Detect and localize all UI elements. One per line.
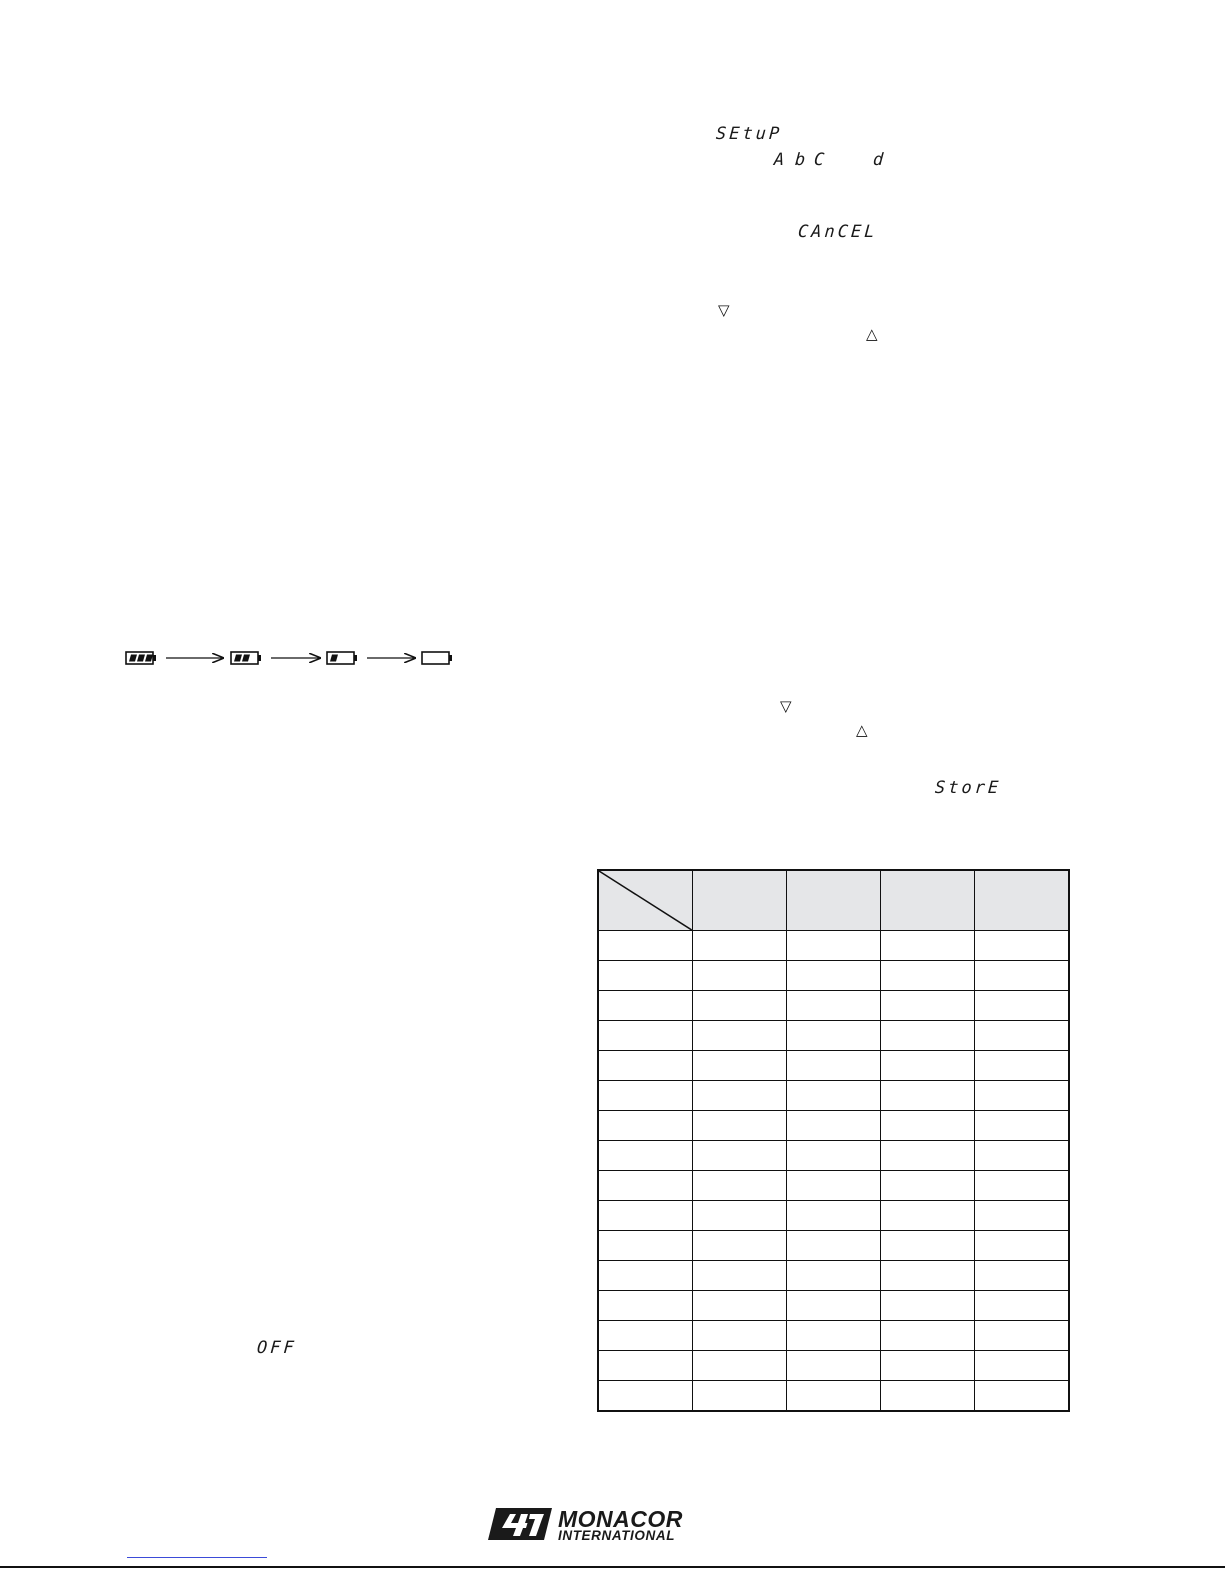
lcd-setup: SEtuP: [715, 124, 783, 144]
table-cell: [598, 1261, 692, 1291]
table-cell: [598, 1081, 692, 1111]
table-cell: [786, 1141, 880, 1171]
table-row: [598, 1171, 1069, 1201]
table-cell: [598, 1141, 692, 1171]
table-cell: [881, 1201, 975, 1231]
lcd-group-d: d: [872, 150, 887, 170]
table-cell: [598, 1171, 692, 1201]
monacor-logo: [486, 1506, 686, 1544]
logo-wordmark: MONACOR: [558, 1506, 683, 1532]
battery-bar-segment: [137, 655, 145, 662]
table-cell: [692, 1081, 786, 1111]
table-cell: [692, 1021, 786, 1051]
table-row: [598, 1021, 1069, 1051]
table-row: [598, 1291, 1069, 1321]
table-cell: [598, 1201, 692, 1231]
table-cell: [692, 1201, 786, 1231]
table-row: [598, 1321, 1069, 1351]
table-row: [598, 1051, 1069, 1081]
table-cell: [881, 1321, 975, 1351]
table-row: [598, 961, 1069, 991]
table-row: [598, 1201, 1069, 1231]
table-row: [598, 1381, 1069, 1412]
battery-level-sequence: [125, 646, 465, 670]
table-cell: [598, 1231, 692, 1261]
lcd-group-b: b: [794, 150, 809, 170]
table-cell: [692, 1171, 786, 1201]
table-header-row: [598, 870, 1069, 931]
table-cell: [598, 931, 692, 961]
table-cell: [692, 931, 786, 961]
diagonal-divider: [599, 871, 692, 930]
table-cell: [975, 1291, 1069, 1321]
table-cell: [598, 1291, 692, 1321]
lcd-group-c: C: [813, 150, 828, 170]
table-cell: [881, 991, 975, 1021]
table-cell: [598, 961, 692, 991]
table-cell: [881, 931, 975, 961]
table-cell: [975, 991, 1069, 1021]
lcd-store: StorE: [934, 778, 1002, 798]
table-row: [598, 1081, 1069, 1111]
battery-bar-segment: [145, 655, 153, 662]
table-cell: [881, 1141, 975, 1171]
logo-subtitle: INTERNATIONAL: [558, 1528, 676, 1543]
table-cell: [598, 1051, 692, 1081]
table-row: [598, 1231, 1069, 1261]
table-cell: [881, 1261, 975, 1291]
table-cell: [975, 1321, 1069, 1351]
table-cell: [975, 1171, 1069, 1201]
table-cell: [975, 1261, 1069, 1291]
up-triangle-icon: △: [866, 325, 878, 343]
table-row: [598, 1261, 1069, 1291]
table-cell: [692, 1351, 786, 1381]
table-cell: [786, 1351, 880, 1381]
table-cell: [692, 1231, 786, 1261]
table-cell: [786, 1231, 880, 1261]
table-cell: [975, 961, 1069, 991]
table-cell: [786, 1381, 880, 1412]
table-cell: [692, 1381, 786, 1412]
table-cell: [881, 1051, 975, 1081]
table-cell: [975, 1081, 1069, 1111]
table-cell: [881, 961, 975, 991]
table-row: [598, 1141, 1069, 1171]
table-cell: [975, 1141, 1069, 1171]
table-cell: [786, 931, 880, 961]
monacor-emblem-icon: [486, 1506, 554, 1542]
table-row: [598, 1351, 1069, 1381]
table-row: [598, 931, 1069, 961]
table-cell: [786, 991, 880, 1021]
table-cell: [598, 1351, 692, 1381]
table-cell: [881, 1021, 975, 1051]
table-cell: [692, 1111, 786, 1141]
table-header-cell: [692, 870, 786, 931]
down-triangle-icon: ▽: [718, 301, 730, 319]
lcd-group-a: A: [773, 150, 788, 170]
table-cell: [598, 1021, 692, 1051]
table-cell: [786, 1111, 880, 1141]
up-triangle-icon: △: [856, 721, 868, 739]
table-cell: [692, 1291, 786, 1321]
frequency-table: [597, 869, 1070, 1412]
table-cell: [786, 1081, 880, 1111]
table-cell: [881, 1351, 975, 1381]
table-cell: [975, 1111, 1069, 1141]
table-row: [598, 991, 1069, 1021]
table-cell: [692, 961, 786, 991]
table-header-cell: [786, 870, 880, 931]
table-cell: [786, 1171, 880, 1201]
footer-link-underline: [127, 1557, 267, 1558]
table-cell: [786, 1051, 880, 1081]
lcd-cancel: CAnCEL: [797, 222, 879, 242]
table-cell: [881, 1231, 975, 1261]
down-triangle-icon: ▽: [780, 697, 792, 715]
table-cell: [786, 1291, 880, 1321]
table-cell: [786, 1201, 880, 1231]
table-cell: [975, 1381, 1069, 1412]
table-cell: [598, 991, 692, 1021]
table-cell: [786, 1321, 880, 1351]
table-cell: [692, 1261, 786, 1291]
table-cell: [975, 1201, 1069, 1231]
table-cell: [786, 1261, 880, 1291]
table-cell: [881, 1381, 975, 1412]
table-cell: [598, 1321, 692, 1351]
table-cell: [975, 1231, 1069, 1261]
lcd-off: OFF: [256, 1338, 298, 1358]
battery-bar-segment: [242, 655, 250, 662]
table-cell: [975, 1051, 1069, 1081]
battery-bar-segment: [129, 655, 137, 662]
table-cell: [881, 1081, 975, 1111]
table-cell: [975, 1351, 1069, 1381]
table-cell: [786, 961, 880, 991]
table-cell: [975, 931, 1069, 961]
table-cell: [692, 1141, 786, 1171]
battery-bar-segment: [234, 655, 242, 662]
table-row: [598, 1111, 1069, 1141]
table-cell: [881, 1171, 975, 1201]
table-cell: [786, 1021, 880, 1051]
table-header-cell: [881, 870, 975, 931]
battery-empty-icon: [422, 652, 452, 664]
table-cell: [692, 1051, 786, 1081]
battery-bar-segment: [330, 655, 338, 662]
table-cell: [598, 1111, 692, 1141]
table-cell: [598, 1381, 692, 1412]
table-cell: [975, 1021, 1069, 1051]
table-cell: [881, 1111, 975, 1141]
table-header-cell: [975, 870, 1069, 931]
table-cell: [692, 1321, 786, 1351]
table-corner-cell: [598, 870, 692, 931]
footer-rule: [0, 1566, 1225, 1568]
table-cell: [692, 991, 786, 1021]
table-cell: [881, 1291, 975, 1321]
